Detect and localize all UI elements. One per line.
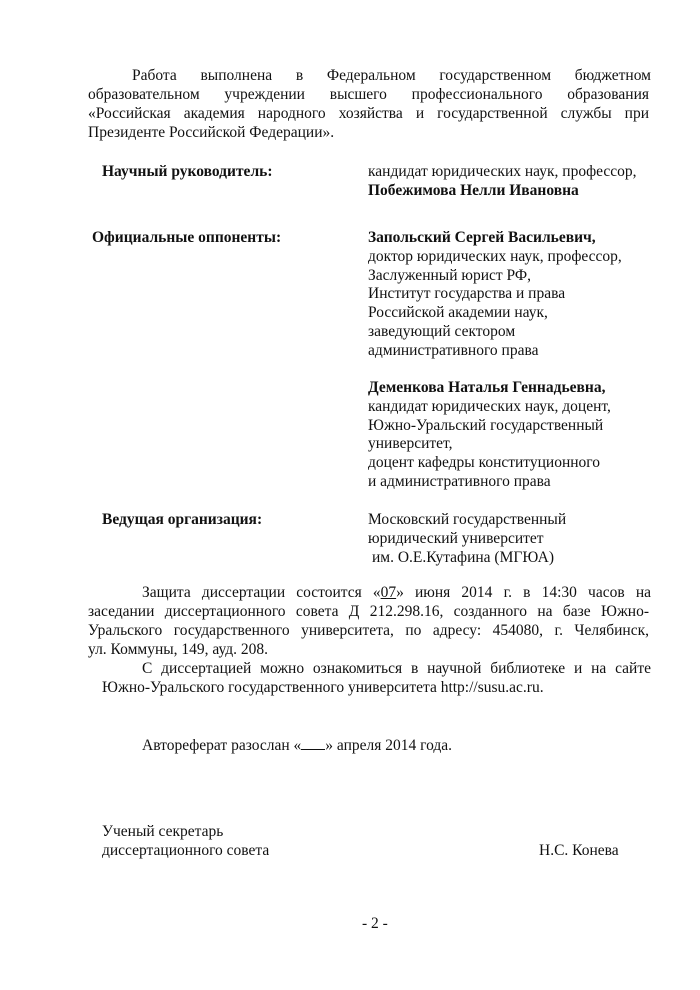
opponent-1-line-1: доктор юридических наук, профессор,: [368, 247, 622, 265]
opponent-2: [368, 379, 611, 492]
secretary-title-1: Ученый секретарь: [102, 823, 224, 840]
library-line-1: С диссертацией можно ознакомиться в научной библиотеке и на сайте: [142, 660, 651, 677]
opponent-2-line-1: кандидат юридических наук, доцент,: [368, 397, 611, 415]
opponent-2-line-3: университет,: [368, 435, 453, 453]
opponents-label: Официальные оппоненты:: [92, 229, 282, 246]
leading-org-line-1: Московский государственный: [368, 511, 567, 528]
library-paragraph: [102, 659, 651, 697]
opponent-1-line-5: заведующий сектором: [368, 322, 516, 340]
intro-line-2: образовательном учреждении высшего профессионального образования: [88, 86, 649, 103]
supervisor-label: Научный руководитель:: [102, 163, 273, 180]
library-line-2: Южно-Уральского государственного университета http://susu.ac.ru.: [102, 679, 544, 696]
leading-org-label: Ведущая организация:: [102, 511, 263, 528]
secretary-name: Н.С. Конева: [539, 842, 619, 859]
opponent-2-line-2: Южно-Уральский государственный: [368, 416, 604, 434]
defense-line-1: [88, 583, 651, 602]
defense-line-1-end: » июня 2014 г. в 14:30 часов на: [396, 584, 651, 601]
supervisor-degree: кандидат юридических наук, профессор,: [368, 163, 637, 180]
opponent-1-line-3: Институт государства и права: [368, 285, 566, 303]
abstract-sent-end: » апреля 2014 года.: [325, 737, 453, 754]
abstract-sent-start: Автореферат разослан «: [142, 737, 302, 754]
secretary-title-2: диссертационного совета: [102, 842, 270, 859]
opponent-1-name: Запольский Сергей Васильевич,: [368, 229, 596, 246]
supervisor-name: Побежимова Нелли Ивановна: [368, 182, 579, 199]
opponent-2-name: Деменкова Наталья Геннадьевна,: [368, 379, 606, 396]
intro-line-3: «Российская академия народного хозяйства и государственной службы при: [88, 105, 649, 122]
abstract-sent: [142, 737, 452, 755]
defense-line-4: ул. Коммуны, 149, ауд. 208.: [88, 641, 269, 658]
leading-org: [368, 511, 566, 567]
defense-line-1-start: Защита диссертации состоится «: [142, 584, 381, 601]
defense-line-2: заседании диссертационного совета Д 212.298.16, созданного на базе Южно-: [88, 603, 649, 620]
defense-day: 07: [380, 584, 397, 601]
leading-org-line-3: им. О.Е.Кутафина (МГЮА): [372, 548, 555, 566]
intro-paragraph: [88, 66, 651, 142]
date-blank: [301, 737, 325, 750]
opponent-1: [368, 229, 622, 361]
opponent-1-line-2: Заслуженный юрист РФ,: [368, 266, 531, 284]
page-number: - 2 -: [362, 915, 388, 932]
intro-line-1: Работа выполнена в Федеральном государственном бюджетном: [132, 67, 651, 84]
defense-paragraph: [88, 583, 651, 659]
opponent-2-line-5: и административного права: [368, 472, 551, 490]
opponent-1-line-6: административного права: [368, 341, 539, 359]
opponent-1-line-4: Российской академии наук,: [368, 304, 548, 322]
opponent-2-line-4: доцент кафедры конституционного: [368, 454, 601, 472]
defense-line-3: Уральского государственного университета, по адресу: 454080, г. Челябинск,: [88, 622, 649, 639]
leading-org-line-2: юридический университет: [368, 529, 544, 547]
intro-line-4: Президенте Российской Федерации».: [88, 124, 335, 141]
